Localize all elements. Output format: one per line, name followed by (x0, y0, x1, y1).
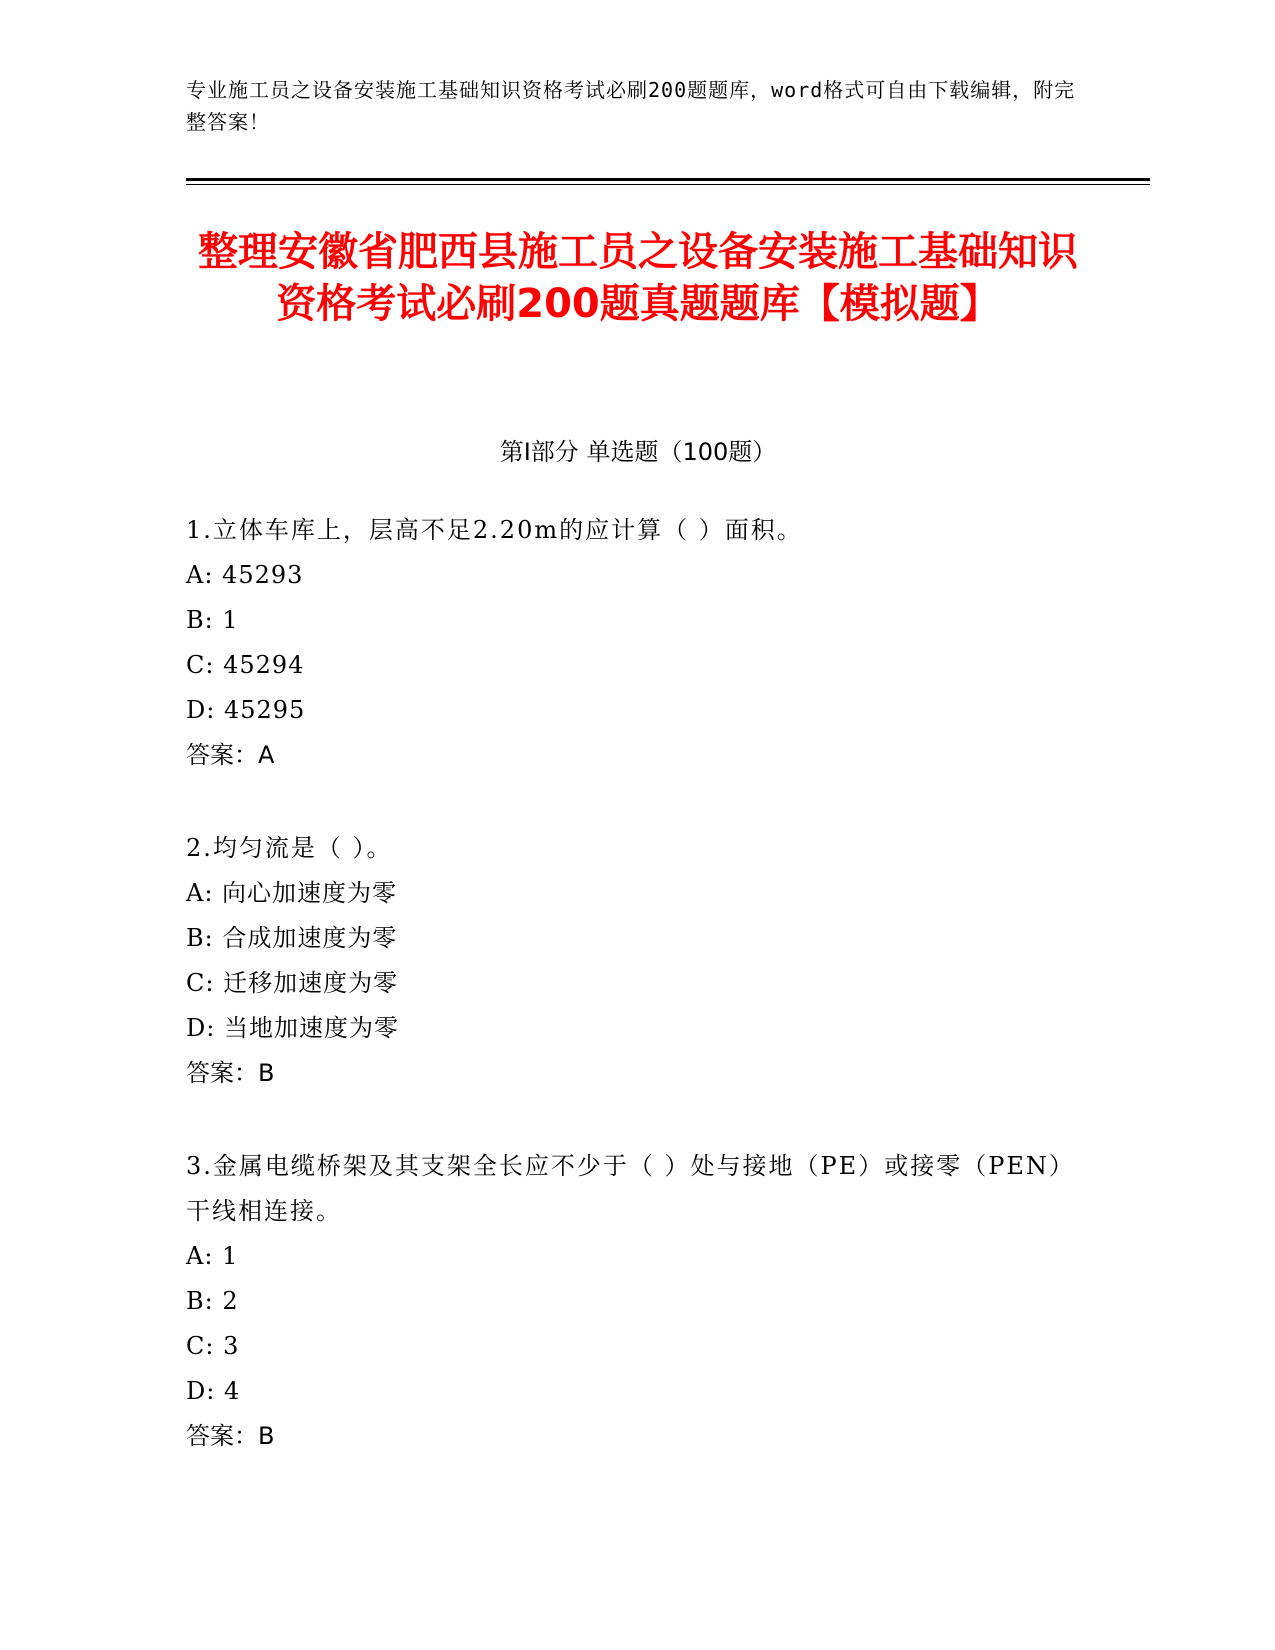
answer: 答案：A (186, 741, 275, 769)
option-b: B: 合成加速度为零 (186, 924, 398, 952)
question-text: 1.立体车库上，层高不足2.20m的应计算（ ）面积。 (186, 516, 803, 544)
option-b: B: 2 (186, 1287, 239, 1315)
header-note: 专业施工员之设备安装施工基础知识资格考试必刷200题题库，word格式可自由下载编辑，附完整答案！ (186, 78, 1076, 134)
option-d: D: 4 (186, 1377, 241, 1405)
answer: 答案：B (186, 1059, 275, 1087)
question-2 (186, 826, 1086, 1096)
question-3 (186, 1144, 1086, 1459)
question-1 (186, 508, 1086, 778)
option-c: C: 迁移加速度为零 (186, 969, 399, 997)
option-b: B: 1 (186, 606, 239, 634)
option-c: C: 3 (186, 1332, 240, 1360)
option-c: C: 45294 (186, 651, 305, 679)
answer: 答案：B (186, 1422, 275, 1450)
header-divider-thin (186, 184, 1150, 185)
option-a: A: 向心加速度为零 (186, 879, 398, 907)
option-a: A: 45293 (186, 561, 304, 589)
question-text: 2.均匀流是（ ）。 (186, 834, 393, 862)
question-text: 3.金属电缆桥架及其支架全长应不少于（ ）处与接地（PE）或接零（PEN）干线相连接。 (186, 1152, 1075, 1225)
section-heading: 第Ⅰ部分 单选题（100题） (499, 438, 777, 466)
header-divider-thick (186, 178, 1150, 181)
option-a: A: 1 (186, 1242, 239, 1270)
option-d: D: 45295 (186, 696, 306, 724)
document-title: 整理安徽省肥西县施工员之设备安装施工基础知识资格考试必刷200题真题题库【模拟题】 (198, 229, 1078, 327)
option-d: D: 当地加速度为零 (186, 1014, 399, 1042)
